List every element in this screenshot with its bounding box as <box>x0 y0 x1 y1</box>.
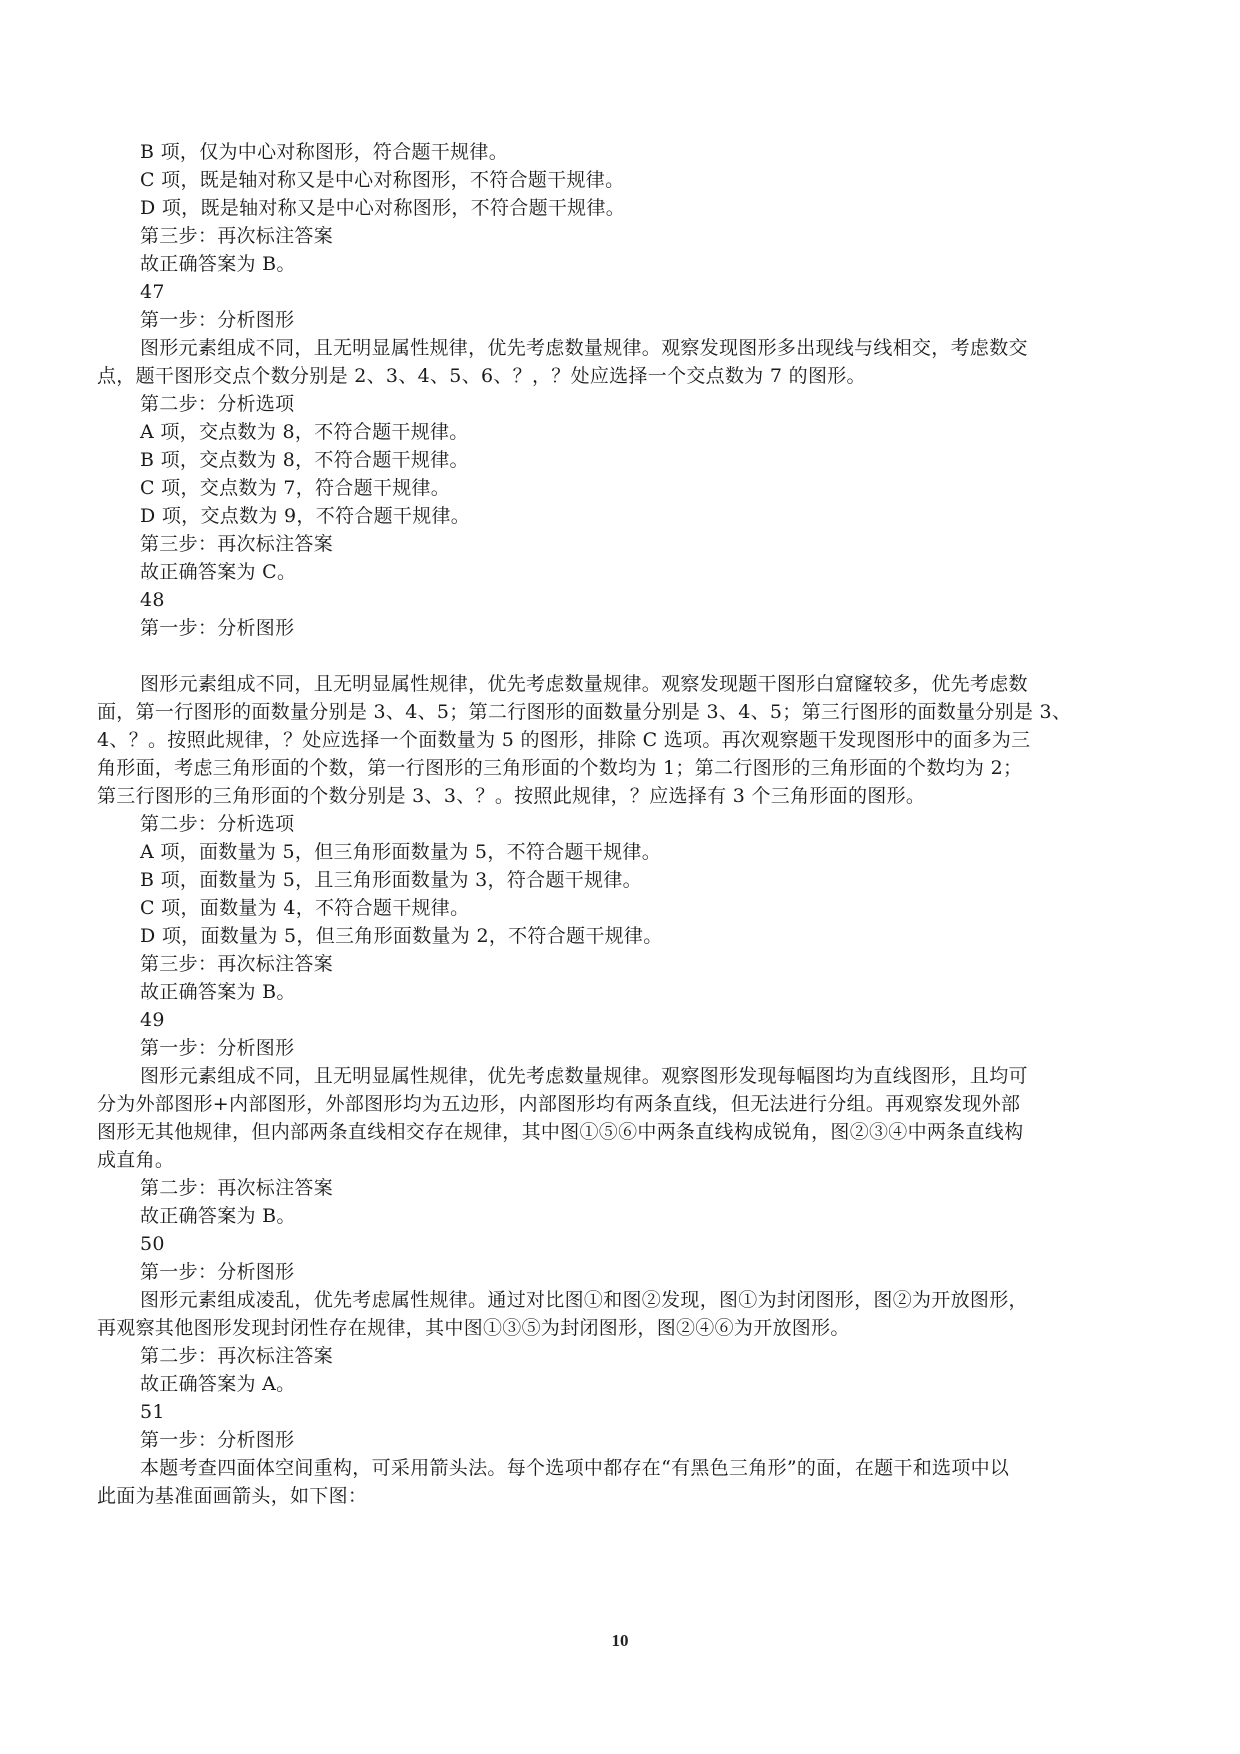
text-line: 此面为基准面画箭头，如下图： <box>97 1485 368 1507</box>
text-line: D 项，交点数为 9，不符合题干规律。 <box>140 505 471 527</box>
text-line: 第三步：再次标注答案 <box>140 225 334 247</box>
text-line: 再观察其他图形发现封闭性存在规律，其中图①③⑤为封闭图形，图②④⑥为开放图形。 <box>97 1317 850 1339</box>
text-line: B 项，仅为中心对称图形，符合题干规律。 <box>140 141 509 163</box>
text-line: 48 <box>140 589 165 611</box>
text-line: A 项，面数量为 5，但三角形面数量为 5，不符合题干规律。 <box>140 841 662 863</box>
text-line: B 项，面数量为 5，且三角形面数量为 3，符合题干规律。 <box>140 869 642 891</box>
text-line: A 项，交点数为 8，不符合题干规律。 <box>140 421 469 443</box>
text-line: 第一步：分析图形 <box>140 1037 295 1059</box>
text-line: 第一步：分析图形 <box>140 1261 295 1283</box>
text-line: D 项，面数量为 5，但三角形面数量为 2，不符合题干规律。 <box>140 925 663 947</box>
text-line: 第三步：再次标注答案 <box>140 953 334 975</box>
text-line: 第二步：再次标注答案 <box>140 1345 334 1367</box>
text-line: 点，题干图形交点个数分别是 2、3、4、5、6、？，？处应选择一个交点数为 7 的图形。 <box>97 365 866 387</box>
text-line: 第二步：分析选项 <box>140 813 295 835</box>
page-number: 10 <box>611 1631 629 1650</box>
text-line: 本题考查四面体空间重构，可采用箭头法。每个选项中都存在“有黑色三角形”的面，在题干和选项中以 <box>140 1457 1010 1479</box>
text-line: D 项，既是轴对称又是中心对称图形，不符合题干规律。 <box>140 197 626 219</box>
text-line: 分为外部图形+内部图形，外部图形均为五边形，内部图形均有两条直线，但无法进行分组。再观察发现外部 <box>97 1093 1021 1115</box>
text-line: 第一步：分析图形 <box>140 617 295 639</box>
text-line: C 项，既是轴对称又是中心对称图形，不符合题干规律。 <box>140 169 625 191</box>
text-line: 4、？。按照此规律，？处应选择一个面数量为 5 的图形，排除 C 选项。再次观察题干发现图形中的面多为三 <box>97 729 1031 751</box>
text-line: 故正确答案为 B。 <box>140 981 296 1003</box>
text-line: 故正确答案为 B。 <box>140 253 296 275</box>
text-line: 第一步：分析图形 <box>140 309 295 331</box>
text-line: 成直角。 <box>97 1149 175 1171</box>
text-line: 图形元素组成不同，且无明显属性规律，优先考虑数量规律。观察图形发现每幅图均为直线图形，且均可 <box>140 1065 1028 1087</box>
text-line: 故正确答案为 C。 <box>140 561 297 583</box>
text-line: 图形元素组成凌乱，优先考虑属性规律。通过对比图①和图②发现，图①为封闭图形，图②为开放图形， <box>140 1289 1028 1311</box>
text-line: 第一步：分析图形 <box>140 1429 295 1451</box>
text-line: 故正确答案为 B。 <box>140 1205 296 1227</box>
text-line: C 项，交点数为 7，符合题干规律。 <box>140 477 451 499</box>
text-line: 50 <box>140 1233 165 1255</box>
text-line: 图形无其他规律，但内部两条直线相交存在规律，其中图①⑤⑥中两条直线构成锐角，图②③④中两条直线构 <box>97 1121 1024 1143</box>
text-line: 面，第一行图形的面数量分别是 3、4、5；第二行图形的面数量分别是 3、4、5；第三行图形的面数量分别是 3、 <box>97 701 1072 723</box>
text-line: 第三步：再次标注答案 <box>140 533 334 555</box>
text-line: C 项，面数量为 4，不符合题干规律。 <box>140 897 470 919</box>
text-line: 故正确答案为 A。 <box>140 1373 296 1395</box>
text-line: B 项，交点数为 8，不符合题干规律。 <box>140 449 469 471</box>
text-line: 第二步：再次标注答案 <box>140 1177 334 1199</box>
text-line: 第二步：分析选项 <box>140 393 295 415</box>
text-line: 第三行图形的三角形面的个数分别是 3、3、？。按照此规律，？应选择有 3 个三角形面的图形。 <box>97 785 926 807</box>
text-line: 图形元素组成不同，且无明显属性规律，优先考虑数量规律。观察发现题干图形白窟窿较多，优先考虑数 <box>140 673 1028 695</box>
text-line: 49 <box>140 1009 165 1031</box>
text-line: 角形面，考虑三角形面的个数，第一行图形的三角形面的个数均为 1；第二行图形的三角形面的个数均为 2； <box>97 757 1023 779</box>
text-line: 47 <box>140 281 165 303</box>
text-line: 图形元素组成不同，且无明显属性规律，优先考虑数量规律。观察发现图形多出现线与线相交，考虑数交 <box>140 337 1028 359</box>
text-line: 51 <box>140 1401 165 1423</box>
